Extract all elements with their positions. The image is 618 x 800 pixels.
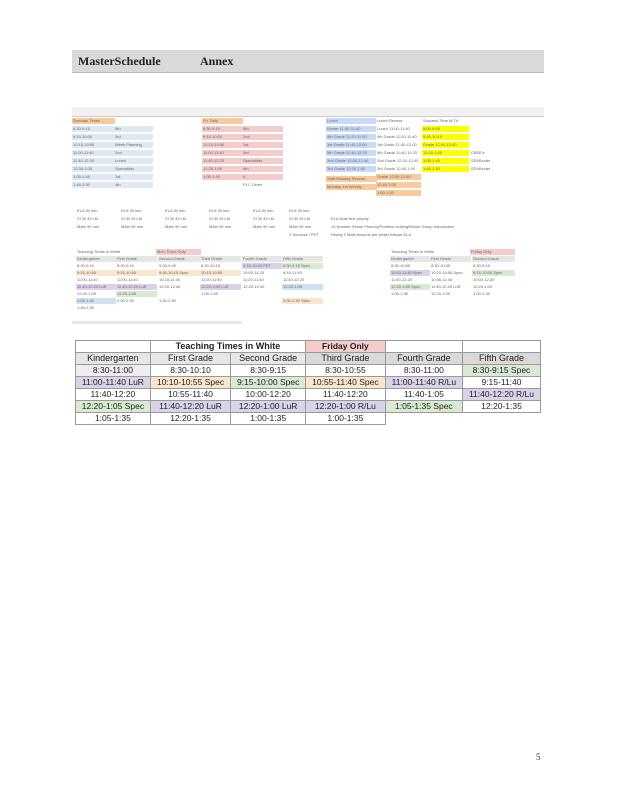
- schedule-cell: 1:05-1:35 Spec: [385, 401, 462, 413]
- screenshot-cell: Fri. Only: [202, 118, 243, 124]
- screenshot-cell: Grade 12:00-12:40: [422, 142, 469, 148]
- screenshot-cell: 8:30-10:55: [430, 263, 471, 269]
- schedule-cell: 12:20-1:00 R/Lu: [306, 401, 386, 413]
- screenshot-cell: 4th: [242, 166, 283, 172]
- screenshot-cell: 12:20-1:05: [422, 150, 469, 156]
- screenshot-cell: 9:15-10:00: [72, 134, 115, 140]
- screenshot-cell: Lunch Recess: [376, 118, 421, 124]
- screenshot-cell: Lunch 11:00-11:40: [376, 126, 421, 132]
- table-title: Teaching Times in White: [150, 341, 305, 353]
- schedule-cell: 1:00-1:35: [306, 413, 386, 425]
- screenshot-cell: 11:40-12:20 LuR: [116, 284, 157, 290]
- schedule-cell: 8:30-10:10: [150, 365, 230, 377]
- screenshot-cell: 1:05-1:35: [390, 291, 431, 297]
- schedule-cell: 11:40-12:20 R/Lu: [462, 389, 540, 401]
- screenshot-cell: 11:40-12:20 LuR: [76, 284, 117, 290]
- screenshot-cell: K: [242, 174, 283, 180]
- screenshot-cell: 10:55-11:40: [430, 277, 471, 283]
- screenshot-cell: Second Grade: [158, 256, 201, 262]
- page-number: 5: [536, 752, 541, 762]
- screenshot-cell: 12:20-1:00 LuR: [200, 284, 241, 290]
- screenshot-cell: 5th Grade 11:40-12:20: [326, 150, 377, 156]
- screenshot-cell: Math 90 min: [288, 224, 329, 230]
- screenshot-cell: ELA 90 min: [76, 208, 117, 214]
- screenshot-cell: 4th: [114, 182, 153, 188]
- screenshot-cell: 11:00-11:40 Spec: [390, 270, 431, 276]
- screenshot-cell: 3rd: [242, 150, 283, 156]
- screenshot-cell: 11:20-11:40: [242, 277, 283, 283]
- schedule-cell: [385, 413, 462, 425]
- screenshot-cell: 1st: [242, 142, 283, 148]
- screenshot-cell: ELA 90 min: [208, 208, 249, 214]
- screenshot-cell: 8:30-9:15: [116, 263, 157, 269]
- screenshot-cell: Teaching Times in White: [390, 249, 471, 255]
- screenshot-cell: Ready 2 Math lessons per week/ follows ELA: [330, 232, 531, 238]
- schedule-cell: 9:15-10:00 Spec: [231, 377, 306, 389]
- screenshot-cell: 8:30-10:55: [390, 263, 431, 269]
- schedule-cell: 8:30-11:00: [385, 365, 462, 377]
- schedule-cell: 10:10-10:55 Spec: [150, 377, 230, 389]
- schedule-cell: 12:20-1:35: [150, 413, 230, 425]
- screenshot-cell: 9:15-10:55: [76, 270, 117, 276]
- screenshot-cell: 10:15-10:55: [200, 270, 241, 276]
- screenshot-cell: 5th: [114, 126, 153, 132]
- screenshot-cell: Monday 1st Weekly: [326, 184, 377, 190]
- screenshot-cell: 10:15-10:55: [202, 142, 243, 148]
- schedule-cell: 1:05-1:35: [76, 413, 151, 425]
- header-subtitle: Annex: [200, 54, 234, 68]
- screenshot-cell: 1:45-2:30: [422, 166, 469, 172]
- schedule-cell: 10:55-11:40 Spec: [306, 377, 386, 389]
- screenshot-cell: ELA 90 min: [288, 208, 329, 214]
- screenshot-cell: 11:40-12:25: [202, 158, 243, 164]
- screenshot-cell: Staff Monday Recess: [326, 176, 377, 182]
- screenshot-cell: 1:05-1:45: [72, 174, 115, 180]
- screenshot-cell: 12:20-1:05 Spec: [390, 284, 431, 290]
- screenshot-cell: SI 30 ELLM: [252, 216, 293, 222]
- screenshot-cell: Specialists: [242, 158, 283, 164]
- screenshot-cell: 11:40-12:30: [72, 158, 115, 164]
- screenshot-cell: 8:30-9:15: [76, 263, 117, 269]
- screenshot-cell: 9:15-10:00: [202, 134, 243, 140]
- screenshot-cell: Kindergarten: [390, 256, 431, 262]
- screenshot-cell: 11:00-11:40: [116, 277, 157, 283]
- grade-header: Second Grade: [231, 353, 306, 365]
- schedule-cell: 12:20-1:05 Spec: [76, 401, 151, 413]
- grade-header: Kindergarten: [76, 353, 151, 365]
- screenshot-cell: 9:05-9:45: [422, 126, 469, 132]
- table-row: [76, 401, 541, 413]
- schedule-cell: 11:00-11:40 LuR: [76, 377, 151, 389]
- screenshot-cell: 12:20-1:05: [282, 284, 323, 290]
- screenshot-cell: 2nd Grade 12:00-12:40: [326, 158, 377, 164]
- spreadsheet-column-header-strip: [72, 107, 544, 117]
- screenshot-cell: 10:10-10:55 Spec: [430, 270, 471, 276]
- screenshot-cell: 1st: [114, 174, 153, 180]
- screenshot-cell: 1:45-2:30: [72, 182, 115, 188]
- teaching-times-table: [75, 340, 541, 425]
- screenshot-cell: 11:00-11:40: [200, 277, 241, 283]
- screenshot-cell: 1:05-1:45: [422, 158, 469, 164]
- screenshot-cell: SI 30 ELLM: [76, 216, 117, 222]
- screenshot-cell: 11:40-12:20: [282, 277, 323, 283]
- header-title: MasterSchedule: [78, 54, 161, 68]
- screenshot-cell: ELA 90 min: [164, 208, 205, 214]
- screenshot-cell: 1:45-2:30: [76, 305, 117, 311]
- screenshot-cell: 3rd Grade 12:40-1:00: [376, 166, 421, 172]
- screenshot-cell: 10:15-11:40: [158, 277, 201, 283]
- screenshot-cell: 12:25-1:05: [202, 166, 243, 172]
- table-row: [76, 413, 541, 425]
- screenshot-cell: 2:00-2:30 Spec: [282, 298, 323, 304]
- screenshot-cell: Specialists: [114, 166, 153, 172]
- screenshot-cell: 12:20-12:40: [242, 284, 283, 290]
- screenshot-cell: 1:00-1:35: [472, 291, 515, 297]
- table-row: [76, 365, 541, 377]
- screenshot-cell: Grade 12:00-12:40: [376, 174, 421, 180]
- screenshot-cell: 12:40-1:00: [376, 182, 421, 188]
- schedule-cell: 1:00-1:35: [231, 413, 306, 425]
- screenshot-cell: Specials Times: [72, 118, 115, 124]
- screenshot-cell: Fifth Grade: [282, 256, 323, 262]
- screenshot-cell: Second Grade: [472, 256, 515, 262]
- screenshot-cell: Math 90 min: [252, 224, 293, 230]
- screenshot-cell: ELA Note text priority: [330, 216, 481, 222]
- screenshot-cell: Friday Only: [470, 249, 515, 255]
- screenshot-cell: 3rd: [114, 134, 153, 140]
- screenshot-cell: 2 Success / PET: [288, 232, 329, 238]
- screenshot-cell: 2nd: [242, 134, 283, 140]
- screenshot-cell: 12:30-1:05: [72, 166, 115, 172]
- grade-header: Third Grade: [306, 353, 386, 365]
- schedule-cell: 10:55-11:40: [150, 389, 230, 401]
- screenshot-cell: 8:30-9:15: [472, 263, 515, 269]
- grade-header: Fourth Grade: [385, 353, 462, 365]
- screenshot-cell: 4th Grade 11:20-11:40: [376, 134, 421, 140]
- screenshot-cell: Third Grade: [200, 256, 241, 262]
- schedule-cell: 11:40-1:05: [385, 389, 462, 401]
- screenshot-cell: SDI/Kinder: [470, 166, 511, 172]
- screenshot-cell: Kindergarten: [76, 256, 117, 262]
- screenshot-cell: 9:15-11:40: [282, 270, 323, 276]
- screenshot-cell: 8:30-9:15 Spec: [282, 263, 323, 269]
- screenshot-cell: 12:20-1:35: [430, 291, 471, 297]
- schedule-cell: 11:40-12:20: [76, 389, 151, 401]
- screenshot-cell: 11:00-11:40: [76, 277, 117, 283]
- screenshot-cell: ELA 90 min: [120, 208, 161, 214]
- screenshot-cell: First Grade: [116, 256, 157, 262]
- screenshot-cell: Math 90 min: [164, 224, 205, 230]
- screenshot-cell: CBSE's: [470, 150, 511, 156]
- screenshot-cell: 1:05-1:45: [76, 298, 117, 304]
- screenshot-cell: 5th Grade 11:40-12:20: [376, 150, 421, 156]
- screenshot-cell: 10 Number Sense Fluency/Problem solving/Whole Group introduction: [330, 224, 531, 230]
- screenshot-cell: Lunch: [114, 158, 153, 164]
- screenshot-cell: ELA 90 min: [252, 208, 293, 214]
- table-row: [76, 389, 541, 401]
- screenshot-cell: 9:45-10:15: [422, 134, 469, 140]
- screenshot-cell: 12:20-1:00: [472, 284, 515, 290]
- screenshot-cell: 9:45-10:15 Spec: [158, 270, 201, 276]
- screenshot-cell: 8:30-10:15: [200, 263, 241, 269]
- screenshot-cell: 1:45-2:30: [158, 298, 201, 304]
- screenshot-cell: SDI/Kinder: [470, 158, 511, 164]
- screenshot-cell: 11:00-11:40: [72, 150, 115, 156]
- screenshot-cell: Math 90 min: [208, 224, 249, 230]
- screenshot-cell: Math 90 min: [76, 224, 117, 230]
- schedule-cell: 12:20-1:00 LuR: [231, 401, 306, 413]
- grade-header: Fifth Grade: [462, 353, 540, 365]
- screenshot-cell: 10:15-10:55: [72, 142, 115, 148]
- schedule-cell: 8:30-11:00: [76, 365, 151, 377]
- screenshot-cell: 3rd Grade 12:20-1:00: [326, 166, 377, 172]
- screenshot-cell: 5th: [242, 126, 283, 132]
- screenshot-cell: 12:20-1:05: [116, 291, 157, 297]
- screenshot-cell: 12:20-1:05: [76, 291, 117, 297]
- screenshot-cell: Success Time M-Th: [422, 118, 469, 124]
- screenshot-cell: Fourth Grade: [242, 256, 283, 262]
- schedule-cell: 11:00-11:40 R/Lu: [385, 377, 462, 389]
- screenshot-cell: 9:15-10:00 PET: [242, 263, 283, 269]
- screenshot-cell: 10:00-11:20: [242, 270, 283, 276]
- screenshot-cell: SI 30 ELLM: [120, 216, 161, 222]
- schedule-cell: 12:20-1:35: [462, 401, 540, 413]
- screenshot-cell: 1st Grade 11:40-12:00: [326, 142, 377, 148]
- schedule-cell: 10:00-12:20: [231, 389, 306, 401]
- table-title-row: [76, 341, 541, 353]
- screenshot-cell: Mon-Thurs Only: [156, 249, 201, 255]
- grade-header-row: [76, 353, 541, 365]
- schedule-cell: 8:30-9:15: [231, 365, 306, 377]
- screenshot-cell: SI 30 ELLM: [288, 216, 329, 222]
- screenshot-cell: Kinder 11:00-11:40: [326, 126, 377, 132]
- screenshot-cell: 8:30-9:15: [202, 126, 243, 132]
- screenshot-cell: 2nd: [114, 150, 153, 156]
- screenshot-cell: First Grade: [430, 256, 471, 262]
- screenshot-cell: SI 30 ELLM: [208, 216, 249, 222]
- screenshot-cell: Week Planning: [114, 142, 153, 148]
- schedule-cell: 8:30-10:55: [306, 365, 386, 377]
- screenshot-cell: Lunch: [326, 118, 377, 124]
- screenshot-cell: 1:05-1:45: [200, 291, 241, 297]
- screenshot-cell: 9:05-9:45: [158, 263, 201, 269]
- screenshot-cell: 4th Grade 11:20-11:50: [326, 134, 377, 140]
- screenshot-cell: 1:05-1:45: [202, 174, 243, 180]
- schedule-cell: [462, 413, 540, 425]
- screenshot-cell: 12:00-12:40: [158, 284, 201, 290]
- page-header-bar: [72, 50, 544, 73]
- schedule-cell: 8:30-9:15 Spec: [462, 365, 540, 377]
- screenshot-cell: 8:30-9:15: [72, 126, 115, 132]
- friday-only-label: Friday Only: [306, 341, 386, 353]
- schedule-cell: 11:40-12:20: [306, 389, 386, 401]
- embedded-spreadsheet-screenshot: [72, 107, 544, 322]
- screenshot-cell: 1:00-1:20: [376, 190, 421, 196]
- schedule-cell: 9:15-11:40: [462, 377, 540, 389]
- screenshot-cell: 11:00-11:40: [202, 150, 243, 156]
- screenshot-cell: SI 30 ELLM: [164, 216, 205, 222]
- grade-header: First Grade: [150, 353, 230, 365]
- schedule-cell: 11:40-12:20 LuR: [150, 401, 230, 413]
- screenshot-cell: 11:40-12:20: [390, 277, 431, 283]
- screenshot-cell: PLC Order: [242, 182, 283, 188]
- divider: [72, 321, 242, 324]
- screenshot-cell: 9:15-10:55: [116, 270, 157, 276]
- table-row: [76, 377, 541, 389]
- screenshot-cell: 1st Grade 11:40-12:00: [376, 142, 421, 148]
- screenshot-cell: 11:40-12:20 LuR: [430, 284, 471, 290]
- screenshot-cell: 2:00-2:30: [116, 298, 157, 304]
- screenshot-cell: Math 90 min: [120, 224, 161, 230]
- screenshot-cell: Teaching Times in White: [76, 249, 157, 255]
- screenshot-cell: 2nd Grade 12:20-12:40: [376, 158, 421, 164]
- screenshot-cell: 10:00-12:20: [472, 277, 515, 283]
- screenshot-cell: 9:15-10:00 Spec: [472, 270, 515, 276]
